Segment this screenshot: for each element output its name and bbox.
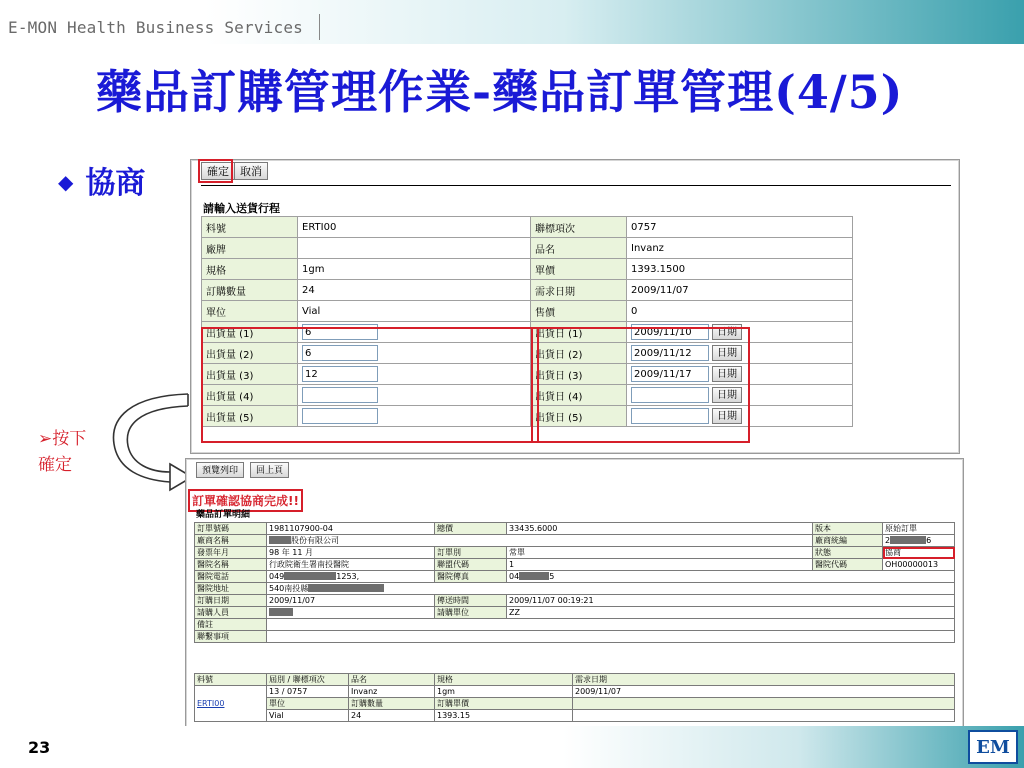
vendor-no-suffix: 6 — [926, 535, 932, 545]
value-cell: 1 — [507, 559, 813, 571]
qty-label: 出貨量 (2) — [202, 343, 298, 364]
value-cell: 1981107900-04 — [267, 523, 435, 535]
order-items-table — [194, 673, 955, 722]
date-picker-button[interactable]: 日期 — [712, 408, 742, 424]
label-cell: 版本 — [813, 523, 883, 535]
value-cell: 1gm — [298, 259, 531, 280]
header-cell — [573, 698, 955, 710]
table-row — [195, 535, 955, 547]
value-cell: OH00000013 — [883, 559, 955, 571]
confirm-highlight-box — [198, 159, 233, 183]
table-row — [202, 238, 853, 259]
qty-label: 出貨量 (5) — [202, 406, 298, 427]
label-cell: 狀態 — [813, 547, 883, 559]
qty-input[interactable]: 6 — [302, 345, 378, 361]
table-row — [195, 523, 955, 535]
status-value: 協商 — [883, 547, 955, 559]
value-cell: 2009/11/07 — [573, 686, 955, 698]
label-cell: 傳送時間 — [435, 595, 507, 607]
detail-title: 藥品訂單明細 — [196, 510, 251, 520]
value-cell — [267, 631, 955, 643]
header-cell: 單位 — [267, 698, 349, 710]
redacted-mask — [269, 608, 293, 616]
value-cell: 13 / 0757 — [267, 686, 349, 698]
table-row — [195, 595, 955, 607]
value-cell — [267, 583, 955, 595]
header-cell: 料號 — [195, 674, 267, 686]
label-cell: 聯繫事項 — [195, 631, 267, 643]
date-picker-button[interactable]: 日期 — [712, 387, 742, 403]
table-row — [202, 259, 853, 280]
table-row — [195, 547, 955, 559]
fax-suffix: 5 — [549, 571, 555, 581]
value-cell: 24 — [349, 710, 435, 722]
label-cell: 醫院地址 — [195, 583, 267, 595]
value-cell: 24 — [298, 280, 531, 301]
table-row — [202, 301, 853, 322]
value-cell: Invanz — [627, 238, 853, 259]
table-row — [195, 631, 955, 643]
label-cell: 料號 — [202, 217, 298, 238]
value-cell — [298, 238, 531, 259]
label-cell: 總價 — [435, 523, 507, 535]
table-row — [195, 619, 955, 631]
value-cell: 2009/11/07 — [267, 595, 435, 607]
date-picker-button[interactable]: 日期 — [712, 345, 742, 361]
back-button[interactable]: 回上頁 — [250, 462, 289, 478]
label-cell: 廠牌 — [202, 238, 298, 259]
value-cell — [267, 535, 813, 547]
table-row — [202, 217, 853, 238]
header-cell: 品名 — [349, 674, 435, 686]
value-cell — [573, 710, 955, 722]
shipment-form-panel — [190, 159, 960, 454]
table-row — [195, 698, 955, 710]
page-number: 23 — [28, 738, 51, 757]
value-cell: 2009/11/07 — [627, 280, 853, 301]
value-cell: ZZ — [507, 607, 955, 619]
qty-label: 出貨量 (4) — [202, 385, 298, 406]
label-cell: 醫院代碼 — [813, 559, 883, 571]
address-prefix: 540南投縣 — [269, 583, 309, 593]
redacted-mask — [284, 572, 336, 580]
label-cell: 請購單位 — [435, 607, 507, 619]
table-row — [202, 280, 853, 301]
header-cell: 屆別 / 聯標項次 — [267, 674, 349, 686]
brand-text: E-MON Health Business Services — [8, 18, 303, 37]
date-label: 出貨日 (1) — [531, 322, 627, 343]
label-cell: 備註 — [195, 619, 267, 631]
qty-input[interactable]: 6 — [302, 324, 378, 340]
value-cell: Vial — [267, 710, 349, 722]
value-cell: 33435.6000 — [507, 523, 813, 535]
label-cell: 單位 — [202, 301, 298, 322]
value-cell: 行政院衛生署南投醫院 — [267, 559, 435, 571]
instruction-note — [38, 426, 86, 478]
date-label: 出貨日 (4) — [531, 385, 627, 406]
header-cell: 訂購數量 — [349, 698, 435, 710]
form-divider — [201, 185, 951, 186]
value-cell: 98 年 11 月 — [267, 547, 435, 559]
order-detail-table — [194, 522, 955, 643]
value-cell: 1gm — [435, 686, 573, 698]
value-cell — [267, 619, 955, 631]
date-input[interactable]: 2009/11/12 — [631, 345, 709, 361]
vendor-name: 股份有限公司 — [291, 535, 339, 545]
value-cell: 原始訂單 — [883, 523, 955, 535]
slide-title: 藥品訂購管理作業-藥品訂單管理(4/5) — [96, 65, 904, 119]
cancel-button[interactable]: 取消 — [234, 162, 268, 180]
value-cell — [507, 571, 955, 583]
fax-prefix: 04 — [509, 571, 520, 581]
value-cell: 1393.15 — [435, 710, 573, 722]
value-cell — [267, 571, 435, 583]
label-cell: 售價 — [531, 301, 627, 322]
label-cell: 廠商名稱 — [195, 535, 267, 547]
table-row — [195, 686, 955, 698]
value-cell: 常單 — [507, 547, 813, 559]
date-picker-button[interactable]: 日期 — [712, 366, 742, 382]
value-cell: 0757 — [627, 217, 853, 238]
label-cell: 訂單別 — [435, 547, 507, 559]
table-row — [195, 571, 955, 583]
bullet-text: 協商 — [85, 166, 146, 201]
table-row — [195, 710, 955, 722]
header-cell: 規格 — [435, 674, 573, 686]
date-label: 出貨日 (5) — [531, 406, 627, 427]
value-cell: 2009/11/07 00:19:21 — [507, 595, 955, 607]
order-result-panel — [185, 458, 964, 742]
date-picker-button[interactable]: 日期 — [712, 324, 742, 340]
date-highlight-box — [531, 327, 750, 443]
diamond-bullet-icon: ◆ — [58, 170, 74, 194]
qty-label: 出貨量 (3) — [202, 364, 298, 385]
table-row — [195, 607, 955, 619]
label-cell: 請購人員 — [195, 607, 267, 619]
value-cell: Vial — [298, 301, 531, 322]
date-input[interactable]: 2009/11/10 — [631, 324, 709, 340]
brand-divider — [319, 14, 320, 40]
item-code-cell — [195, 686, 267, 722]
redacted-mask — [308, 584, 384, 592]
note-line: ➢按下 — [38, 429, 87, 449]
company-logo: EM — [968, 730, 1018, 764]
label-cell: 醫院電話 — [195, 571, 267, 583]
table-row — [195, 583, 955, 595]
header-cell: 訂購單價 — [435, 698, 573, 710]
section-title: 請輸入送貨行程 — [203, 202, 280, 215]
label-cell: 需求日期 — [531, 280, 627, 301]
label-cell: 訂單號碼 — [195, 523, 267, 535]
confirmation-message: 訂單確認協商完成!! — [188, 489, 303, 512]
bullet-item — [58, 158, 145, 202]
redacted-mask — [519, 572, 549, 580]
phone-prefix: 049 — [269, 571, 285, 581]
label-cell: 發票年月 — [195, 547, 267, 559]
label-cell: 單價 — [531, 259, 627, 280]
note-line: 確定 — [38, 455, 72, 475]
table-header-row — [195, 674, 955, 686]
date-label: 出貨日 (3) — [531, 364, 627, 385]
label-cell: 聯盟代碼 — [435, 559, 507, 571]
value-cell — [267, 607, 435, 619]
print-preview-button[interactable]: 預覽列印 — [196, 462, 244, 478]
qty-label: 出貨量 (1) — [202, 322, 298, 343]
date-label: 出貨日 (2) — [531, 343, 627, 364]
label-cell: 醫院名稱 — [195, 559, 267, 571]
value-cell: 1393.1500 — [627, 259, 853, 280]
value-cell: 0 — [627, 301, 853, 322]
date-input[interactable]: 2009/11/17 — [631, 366, 709, 382]
vendor-no-prefix: 2 — [885, 535, 891, 545]
label-cell: 醫院傳真 — [435, 571, 507, 583]
value-cell: Invanz — [349, 686, 435, 698]
qty-input[interactable]: 12 — [302, 366, 378, 382]
item-code-link[interactable]: ERTI00 — [197, 698, 225, 708]
phone-suffix: 1253, — [336, 571, 360, 581]
label-cell: 訂購數量 — [202, 280, 298, 301]
confirm-button[interactable]: 確定 — [201, 162, 235, 180]
redacted-mask — [890, 536, 926, 544]
value-cell — [883, 535, 955, 547]
value-cell: ERTI00 — [298, 217, 531, 238]
qty-highlight-box — [201, 327, 539, 443]
label-cell: 廠商統編 — [813, 535, 883, 547]
label-cell: 聯標項次 — [531, 217, 627, 238]
label-cell: 訂購日期 — [195, 595, 267, 607]
redacted-mask — [269, 536, 291, 544]
header-cell: 需求日期 — [573, 674, 955, 686]
label-cell: 規格 — [202, 259, 298, 280]
footer-banner — [0, 726, 1024, 768]
label-cell: 品名 — [531, 238, 627, 259]
table-row — [195, 559, 955, 571]
